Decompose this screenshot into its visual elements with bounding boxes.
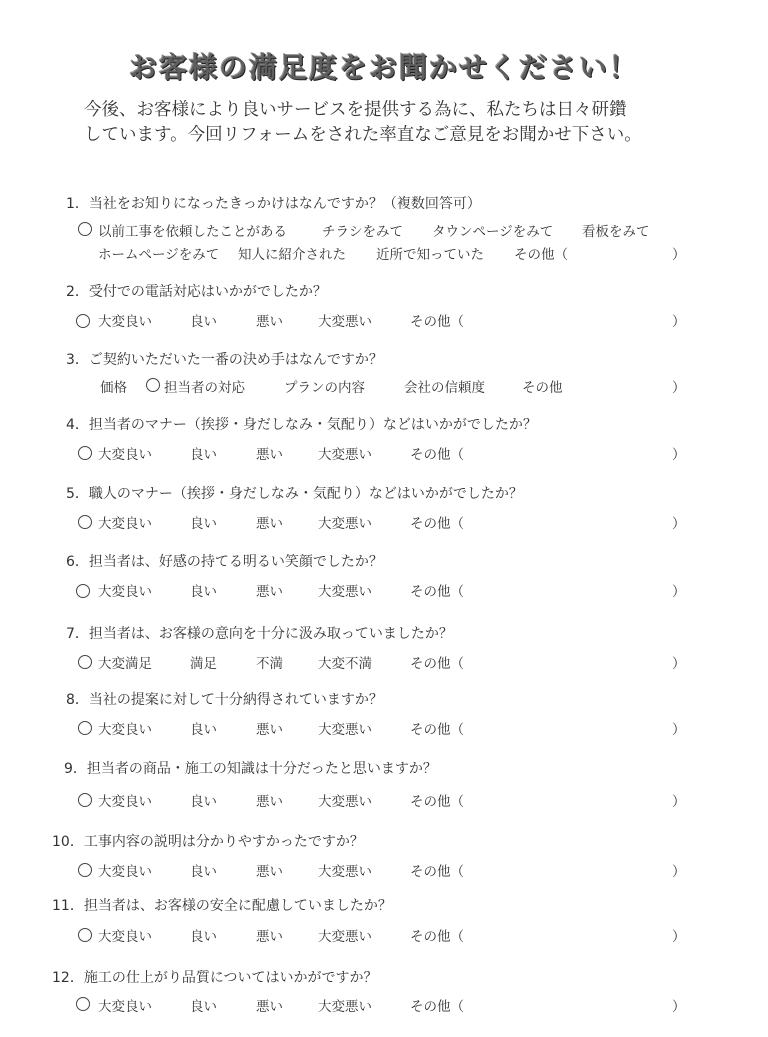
option-referral[interactable]: 知人に紹介された [238,247,346,263]
option-plan-content[interactable]: プランの内容 [284,380,365,396]
option-other[interactable]: その他（ [410,999,464,1015]
option-neighborhood[interactable]: 近所で知っていた [376,247,484,263]
question-1-text [66,193,481,213]
question-9 [0,758,768,828]
option-good[interactable]: 良い [190,584,217,600]
circle-mark-icon [78,515,92,529]
closing-paren: ） [672,516,686,532]
question-3-text [66,349,383,369]
option-other[interactable]: その他（ [410,929,464,945]
question-label: 施工の仕上がり品質についてはいかがですか？ [83,970,378,986]
question-label: 担当者は、お客様の安全に配慮していましたか？ [83,898,392,914]
question-4 [0,414,768,484]
question-label: 担当者のマナー（挨拶・身だしなみ・気配り）などはいかがでしたか？ [88,417,537,433]
intro-line-2: しています。今回リフォームをされた率直なご意見をお聞かせ下さい。 [84,125,642,145]
option-townpage[interactable]: タウンページをみて [432,224,554,240]
question-2 [0,281,768,351]
question-6 [0,551,768,621]
question-10 [0,831,768,901]
circle-mark-icon [78,446,92,460]
question-5 [0,483,768,553]
question-1 [0,193,768,263]
closing-paren: ） [672,999,686,1015]
option-previous-work[interactable]: 以前工事を依頼したことがある [98,224,287,240]
option-very-dissatisfied[interactable]: 大変不満 [318,656,372,672]
option-other[interactable]: その他（ [410,584,464,600]
option-bad[interactable]: 悪い [256,999,283,1015]
question-number: 7． [66,626,89,642]
option-staff-response[interactable]: 担当者の対応 [164,380,245,396]
question-number: 10． [52,834,84,850]
option-good[interactable]: 良い [190,314,217,330]
option-very-bad[interactable]: 大変悪い [318,929,372,945]
option-other[interactable]: その他（ [514,247,568,263]
option-good[interactable]: 良い [190,794,217,810]
question-10-text [52,831,364,851]
option-homepage[interactable]: ホームページをみて [98,247,220,263]
question-3 [0,349,768,419]
option-other[interactable]: その他（ [410,722,464,738]
option-good[interactable]: 良い [190,516,217,532]
question-label: 当社をお知りになったきっかけはなんですか？（複数回答可） [88,196,481,212]
closing-paren: ） [672,314,686,330]
option-very-bad[interactable]: 大変悪い [318,314,372,330]
question-8-text [66,689,383,709]
option-bad[interactable]: 悪い [256,516,283,532]
option-very-good[interactable]: 大変良い [98,794,152,810]
option-bad[interactable]: 悪い [256,584,283,600]
question-number: 1． [66,196,89,212]
question-9-text [64,758,437,778]
option-very-good[interactable]: 大変良い [98,314,152,330]
closing-paren: ） [672,929,686,945]
option-very-good[interactable]: 大変良い [98,516,152,532]
page-title: お客様の満足度をお聞かせください！ [128,51,639,84]
question-number: 11． [52,898,84,914]
question-number: 2． [66,284,89,300]
question-label: 担当者は、好感の持てる明るい笑顔でしたか？ [88,554,383,570]
question-12-text [52,967,378,987]
option-satisfied[interactable]: 満足 [190,656,217,672]
question-11-text [52,895,392,915]
closing-paren: ） [672,722,686,738]
option-other[interactable]: その他（ [410,447,464,463]
option-bad[interactable]: 悪い [256,929,283,945]
closing-paren: ） [672,380,686,396]
question-number: 4． [66,417,89,433]
option-good[interactable]: 良い [190,929,217,945]
question-label: ご契約いただいた一番の決め手はなんですか？ [88,352,383,368]
option-bad[interactable]: 悪い [256,794,283,810]
question-number: 8． [66,692,89,708]
option-very-bad[interactable]: 大変悪い [318,794,372,810]
question-number: 5． [66,486,89,502]
circle-mark-icon [78,655,92,669]
option-other[interactable]: その他（ [410,794,464,810]
option-other[interactable]: その他（ [410,864,464,880]
question-label: 受付での電話対応はいかがでしたか？ [88,284,327,300]
option-very-good[interactable]: 大変良い [98,929,152,945]
closing-paren: ） [672,584,686,600]
question-7 [0,623,768,693]
question-number: 12． [52,970,84,986]
option-good[interactable]: 良い [190,722,217,738]
circle-mark-icon [78,928,92,942]
question-5-text [66,483,523,503]
option-other[interactable]: その他（ [410,656,464,672]
option-price[interactable]: 価格 [100,380,127,396]
circle-mark-icon [78,793,92,807]
option-very-bad[interactable]: 大変悪い [318,447,372,463]
question-12 [0,967,768,1037]
question-11 [0,895,768,965]
closing-paren: ） [672,247,686,263]
option-very-bad[interactable]: 大変悪い [318,999,372,1015]
question-6-text [66,551,383,571]
option-very-bad[interactable]: 大変悪い [318,584,372,600]
question-2-text [66,281,327,301]
closing-paren: ） [672,656,686,672]
option-signboard[interactable]: 看板をみて [582,224,650,240]
option-company-trust[interactable]: 会社の信頼度 [404,380,485,396]
question-label: 担当者の商品・施工の知識は十分だったと思いますか？ [86,761,437,777]
circle-mark-icon [76,997,90,1011]
option-other[interactable]: その他 [522,380,563,396]
option-other[interactable]: その他（ [410,314,464,330]
option-very-good[interactable]: 大変良い [98,584,152,600]
intro-text [84,98,704,148]
question-number: 3． [66,352,89,368]
question-8 [0,689,768,759]
question-label: 職人のマナー（挨拶・身だしなみ・気配り）などはいかがでしたか？ [88,486,523,502]
intro-line-1: 今後、お客様により良いサービスを提供する為に、私たちは日々研鑽 [84,100,627,120]
option-bad[interactable]: 悪い [256,314,283,330]
question-label: 工事内容の説明は分かりやすかったですか？ [83,834,364,850]
question-label: 担当者は、お客様の意向を十分に汲み取っていましたか？ [88,626,453,642]
option-very-good[interactable]: 大変良い [98,447,152,463]
question-number: 9． [64,761,87,777]
question-number: 6． [66,554,89,570]
option-flyer[interactable]: チラシをみて [322,224,403,240]
option-bad[interactable]: 悪い [256,864,283,880]
option-very-good[interactable]: 大変良い [98,864,152,880]
option-very-good[interactable]: 大変良い [98,722,152,738]
option-other[interactable]: その他（ [410,516,464,532]
option-dissatisfied[interactable]: 不満 [256,656,283,672]
option-very-bad[interactable]: 大変悪い [318,722,372,738]
circle-mark-icon [78,863,92,877]
question-4-text [66,414,537,434]
option-bad[interactable]: 悪い [256,722,283,738]
circle-mark-icon [76,314,90,328]
option-very-bad[interactable]: 大変悪い [318,516,372,532]
circle-mark-icon [78,721,92,735]
closing-paren: ） [672,794,686,810]
closing-paren: ） [672,864,686,880]
option-good[interactable]: 良い [190,999,217,1015]
option-bad[interactable]: 悪い [256,447,283,463]
circle-mark-icon [146,378,160,392]
option-good[interactable]: 良い [190,447,217,463]
option-very-good[interactable]: 大変良い [98,999,152,1015]
question-7-text [66,623,453,643]
circle-mark-icon [78,222,92,236]
option-very-satisfied[interactable]: 大変満足 [98,656,152,672]
option-very-bad[interactable]: 大変悪い [318,864,372,880]
circle-mark-icon [76,584,90,598]
option-good[interactable]: 良い [190,864,217,880]
question-label: 当社の提案に対して十分納得されていますか？ [88,692,383,708]
closing-paren: ） [672,447,686,463]
